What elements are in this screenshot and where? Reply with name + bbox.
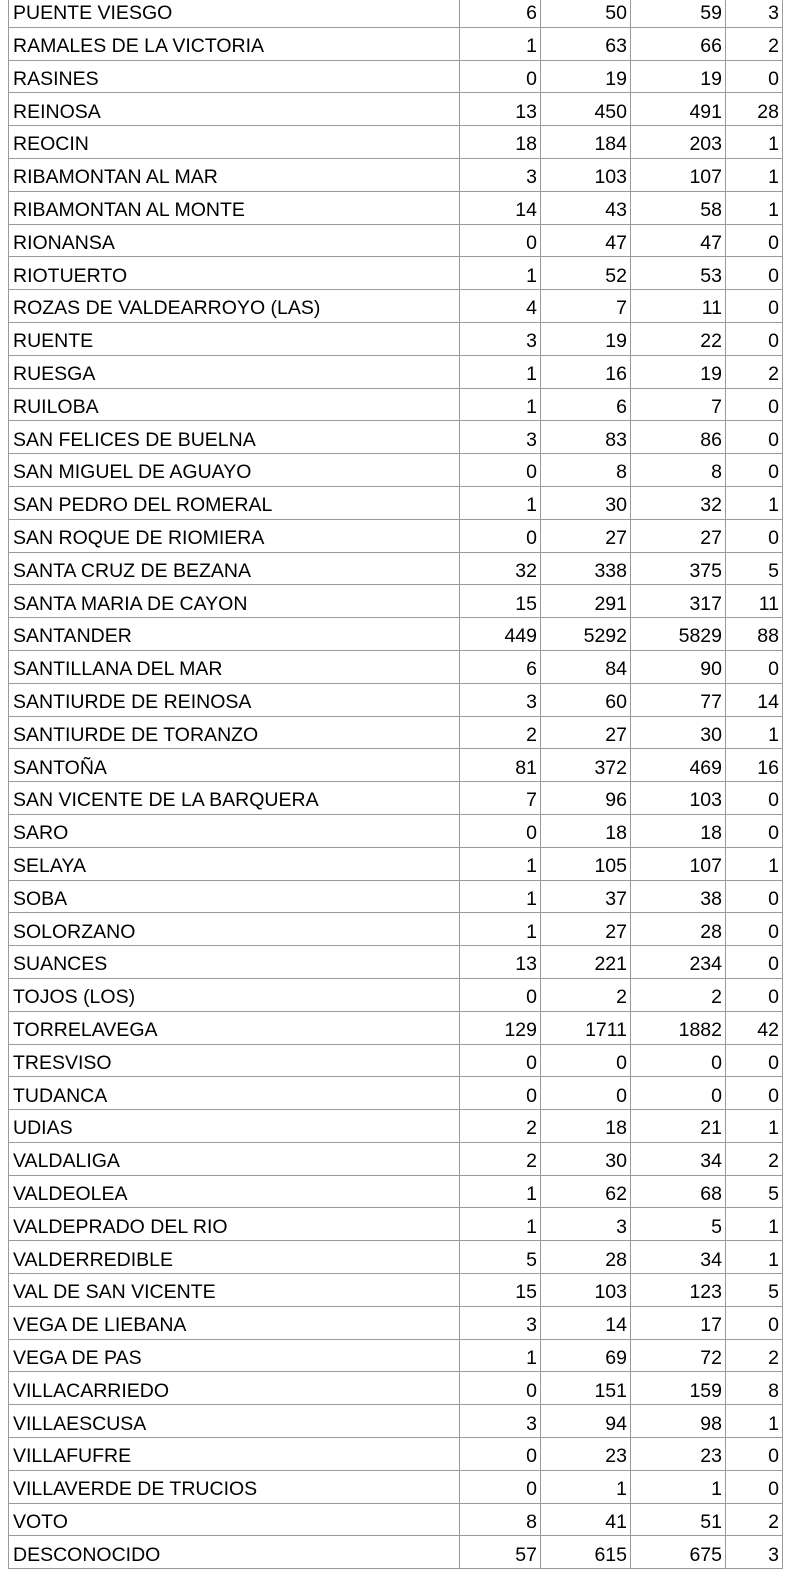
data-table <box>8 0 783 1569</box>
value-cell-col-2[interactable]: 2 <box>541 978 631 1011</box>
value-cell-col-3[interactable]: 375 <box>631 552 726 585</box>
value-cell-col-2[interactable]: 221 <box>541 946 631 979</box>
value-cell-col-2[interactable]: 103 <box>541 1274 631 1307</box>
value-cell-col-1[interactable]: 1 <box>460 1339 541 1372</box>
table-row <box>9 454 783 487</box>
municipality-name-cell[interactable]: RIBAMONTAN AL MONTE <box>9 191 460 224</box>
value-cell-col-4[interactable]: 0 <box>726 1044 783 1077</box>
value-cell-col-3[interactable]: 675 <box>631 1536 726 1569</box>
value-cell-col-3[interactable]: 68 <box>631 1175 726 1208</box>
value-cell-col-4[interactable]: 3 <box>726 0 783 27</box>
municipality-name-cell[interactable]: SANTILLANA DEL MAR <box>9 650 460 683</box>
value-cell-col-4[interactable]: 1 <box>726 716 783 749</box>
value-cell-col-4[interactable]: 1 <box>726 191 783 224</box>
value-cell-col-1[interactable]: 13 <box>460 946 541 979</box>
value-cell-col-2[interactable]: 94 <box>541 1405 631 1438</box>
value-cell-col-1[interactable]: 0 <box>460 978 541 1011</box>
table-row <box>9 946 783 979</box>
value-cell-col-3[interactable]: 11 <box>631 290 726 323</box>
value-cell-col-1[interactable]: 6 <box>460 650 541 683</box>
value-cell-col-3[interactable]: 28 <box>631 913 726 946</box>
value-cell-col-3[interactable]: 8 <box>631 454 726 487</box>
municipality-name-cell[interactable]: UDIAS <box>9 1110 460 1143</box>
value-cell-col-4[interactable]: 14 <box>726 683 783 716</box>
value-cell-col-3[interactable]: 19 <box>631 60 726 93</box>
value-cell-col-2[interactable]: 83 <box>541 421 631 454</box>
value-cell-col-1[interactable]: 7 <box>460 782 541 815</box>
value-cell-col-1[interactable]: 3 <box>460 683 541 716</box>
value-cell-col-1[interactable]: 1 <box>460 486 541 519</box>
value-cell-col-1[interactable]: 0 <box>460 1077 541 1110</box>
value-cell-col-2[interactable]: 50 <box>541 0 631 27</box>
value-cell-col-3[interactable]: 22 <box>631 322 726 355</box>
value-cell-col-1[interactable]: 3 <box>460 1405 541 1438</box>
value-cell-col-2[interactable]: 16 <box>541 355 631 388</box>
value-cell-col-1[interactable]: 0 <box>460 1470 541 1503</box>
value-cell-col-2[interactable]: 23 <box>541 1438 631 1471</box>
value-cell-col-4[interactable]: 0 <box>726 946 783 979</box>
municipality-name-cell[interactable]: TOJOS (LOS) <box>9 978 460 1011</box>
value-cell-col-4[interactable]: 0 <box>726 880 783 913</box>
municipality-name-cell[interactable]: VEGA DE LIEBANA <box>9 1306 460 1339</box>
value-cell-col-1[interactable]: 0 <box>460 519 541 552</box>
value-cell-col-3[interactable]: 491 <box>631 93 726 126</box>
value-cell-col-3[interactable]: 98 <box>631 1405 726 1438</box>
table-row <box>9 1110 783 1143</box>
value-cell-col-1[interactable]: 1 <box>460 1208 541 1241</box>
value-cell-col-1[interactable]: 2 <box>460 1142 541 1175</box>
value-cell-col-4[interactable]: 3 <box>726 1536 783 1569</box>
value-cell-col-3[interactable]: 90 <box>631 650 726 683</box>
value-cell-col-1[interactable]: 2 <box>460 716 541 749</box>
municipality-name-cell[interactable]: RASINES <box>9 60 460 93</box>
value-cell-col-2[interactable]: 8 <box>541 454 631 487</box>
value-cell-col-1[interactable]: 0 <box>460 60 541 93</box>
value-cell-col-2[interactable]: 7 <box>541 290 631 323</box>
value-cell-col-4[interactable]: 2 <box>726 27 783 60</box>
value-cell-col-2[interactable]: 47 <box>541 224 631 257</box>
table-row <box>9 1274 783 1307</box>
value-cell-col-4[interactable]: 5 <box>726 552 783 585</box>
municipality-name-cell[interactable]: VALDERREDIBLE <box>9 1241 460 1274</box>
table-row <box>9 749 783 782</box>
value-cell-col-1[interactable]: 13 <box>460 93 541 126</box>
value-cell-col-1[interactable]: 449 <box>460 618 541 651</box>
value-cell-col-3[interactable]: 1882 <box>631 1011 726 1044</box>
value-cell-col-2[interactable]: 1 <box>541 1470 631 1503</box>
value-cell-col-2[interactable]: 52 <box>541 257 631 290</box>
value-cell-col-4[interactable]: 42 <box>726 1011 783 1044</box>
value-cell-col-1[interactable]: 15 <box>460 585 541 618</box>
municipality-name-cell[interactable]: SANTIURDE DE REINOSA <box>9 683 460 716</box>
municipality-name-cell[interactable]: RAMALES DE LA VICTORIA <box>9 27 460 60</box>
value-cell-col-3[interactable]: 0 <box>631 1077 726 1110</box>
value-cell-col-1[interactable]: 129 <box>460 1011 541 1044</box>
value-cell-col-3[interactable]: 5 <box>631 1208 726 1241</box>
value-cell-col-2[interactable]: 19 <box>541 60 631 93</box>
municipality-name-cell[interactable]: VILLAESCUSA <box>9 1405 460 1438</box>
table-row <box>9 683 783 716</box>
value-cell-col-1[interactable]: 2 <box>460 1110 541 1143</box>
table-row <box>9 93 783 126</box>
value-cell-col-2[interactable]: 372 <box>541 749 631 782</box>
table-row <box>9 290 783 323</box>
value-cell-col-4[interactable]: 5 <box>726 1274 783 1307</box>
municipality-name-cell[interactable]: SANTOÑA <box>9 749 460 782</box>
value-cell-col-3[interactable]: 17 <box>631 1306 726 1339</box>
value-cell-col-4[interactable]: 0 <box>726 290 783 323</box>
table-row <box>9 322 783 355</box>
table-row <box>9 1306 783 1339</box>
value-cell-col-1[interactable]: 1 <box>460 27 541 60</box>
value-cell-col-2[interactable]: 151 <box>541 1372 631 1405</box>
value-cell-col-1[interactable]: 1 <box>460 847 541 880</box>
municipality-name-cell[interactable]: SANTIURDE DE TORANZO <box>9 716 460 749</box>
municipality-name-cell[interactable]: SUANCES <box>9 946 460 979</box>
municipality-name-cell[interactable]: ROZAS DE VALDEARROYO (LAS) <box>9 290 460 323</box>
value-cell-col-1[interactable]: 81 <box>460 749 541 782</box>
table-row <box>9 880 783 913</box>
municipality-name-cell[interactable]: RIONANSA <box>9 224 460 257</box>
value-cell-col-2[interactable]: 19 <box>541 322 631 355</box>
municipality-name-cell[interactable]: SAN ROQUE DE RIOMIERA <box>9 519 460 552</box>
value-cell-col-3[interactable]: 203 <box>631 126 726 159</box>
municipality-name-cell[interactable]: RUESGA <box>9 355 460 388</box>
value-cell-col-1[interactable]: 0 <box>460 1372 541 1405</box>
value-cell-col-1[interactable]: 0 <box>460 1438 541 1471</box>
table-row <box>9 978 783 1011</box>
municipality-name-cell[interactable]: SAN PEDRO DEL ROMERAL <box>9 486 460 519</box>
value-cell-col-3[interactable]: 27 <box>631 519 726 552</box>
value-cell-col-3[interactable]: 317 <box>631 585 726 618</box>
value-cell-col-1[interactable]: 3 <box>460 158 541 191</box>
value-cell-col-4[interactable]: 1 <box>726 1110 783 1143</box>
table-row <box>9 716 783 749</box>
table-row <box>9 519 783 552</box>
value-cell-col-3[interactable]: 53 <box>631 257 726 290</box>
value-cell-col-1[interactable]: 0 <box>460 454 541 487</box>
municipality-name-cell[interactable]: VAL DE SAN VICENTE <box>9 1274 460 1307</box>
value-cell-col-3[interactable]: 19 <box>631 355 726 388</box>
value-cell-col-2[interactable]: 18 <box>541 1110 631 1143</box>
value-cell-col-4[interactable]: 8 <box>726 1372 783 1405</box>
table-row <box>9 1175 783 1208</box>
municipality-name-cell[interactable]: VALDALIGA <box>9 1142 460 1175</box>
value-cell-col-3[interactable]: 23 <box>631 1438 726 1471</box>
table-row <box>9 191 783 224</box>
value-cell-col-4[interactable]: 0 <box>726 60 783 93</box>
table-row <box>9 421 783 454</box>
value-cell-col-1[interactable]: 57 <box>460 1536 541 1569</box>
value-cell-col-3[interactable]: 86 <box>631 421 726 454</box>
value-cell-col-3[interactable]: 1 <box>631 1470 726 1503</box>
table-row <box>9 1044 783 1077</box>
table-row <box>9 158 783 191</box>
value-cell-col-1[interactable]: 15 <box>460 1274 541 1307</box>
value-cell-col-3[interactable]: 21 <box>631 1110 726 1143</box>
value-cell-col-3[interactable]: 51 <box>631 1503 726 1536</box>
value-cell-col-3[interactable]: 5829 <box>631 618 726 651</box>
value-cell-col-3[interactable]: 34 <box>631 1241 726 1274</box>
value-cell-col-2[interactable]: 184 <box>541 126 631 159</box>
municipality-name-cell[interactable]: SAN VICENTE DE LA BARQUERA <box>9 782 460 815</box>
municipality-name-cell[interactable]: VILLACARRIEDO <box>9 1372 460 1405</box>
value-cell-col-3[interactable]: 2 <box>631 978 726 1011</box>
value-cell-col-2[interactable]: 41 <box>541 1503 631 1536</box>
value-cell-col-3[interactable]: 7 <box>631 388 726 421</box>
table-row <box>9 913 783 946</box>
value-cell-col-4[interactable]: 0 <box>726 978 783 1011</box>
value-cell-col-2[interactable]: 6 <box>541 388 631 421</box>
value-cell-col-4[interactable]: 5 <box>726 1175 783 1208</box>
value-cell-col-3[interactable]: 107 <box>631 158 726 191</box>
municipality-name-cell[interactable]: VILLAVERDE DE TRUCIOS <box>9 1470 460 1503</box>
value-cell-col-1[interactable]: 8 <box>460 1503 541 1536</box>
municipality-name-cell[interactable]: VALDEPRADO DEL RIO <box>9 1208 460 1241</box>
value-cell-col-1[interactable]: 0 <box>460 814 541 847</box>
value-cell-col-1[interactable]: 32 <box>460 552 541 585</box>
municipality-name-cell[interactable]: SANTA MARIA DE CAYON <box>9 585 460 618</box>
value-cell-col-4[interactable]: 0 <box>726 1470 783 1503</box>
value-cell-col-2[interactable]: 37 <box>541 880 631 913</box>
value-cell-col-4[interactable]: 28 <box>726 93 783 126</box>
table-row <box>9 1503 783 1536</box>
value-cell-col-2[interactable]: 0 <box>541 1044 631 1077</box>
value-cell-col-4[interactable]: 0 <box>726 1077 783 1110</box>
value-cell-col-4[interactable]: 1 <box>726 486 783 519</box>
table-row <box>9 224 783 257</box>
value-cell-col-4[interactable]: 0 <box>726 650 783 683</box>
table-row <box>9 782 783 815</box>
value-cell-col-3[interactable]: 77 <box>631 683 726 716</box>
value-cell-col-1[interactable]: 18 <box>460 126 541 159</box>
table-row <box>9 1339 783 1372</box>
table-row <box>9 1142 783 1175</box>
value-cell-col-3[interactable]: 66 <box>631 27 726 60</box>
value-cell-col-2[interactable]: 30 <box>541 486 631 519</box>
municipality-name-cell[interactable]: SAN MIGUEL DE AGUAYO <box>9 454 460 487</box>
table-row <box>9 27 783 60</box>
value-cell-col-2[interactable]: 27 <box>541 716 631 749</box>
value-cell-col-2[interactable]: 96 <box>541 782 631 815</box>
value-cell-col-2[interactable]: 5292 <box>541 618 631 651</box>
municipality-name-cell[interactable]: SAN FELICES DE BUELNA <box>9 421 460 454</box>
table-row <box>9 126 783 159</box>
value-cell-col-2[interactable]: 615 <box>541 1536 631 1569</box>
value-cell-col-2[interactable]: 63 <box>541 27 631 60</box>
value-cell-col-2[interactable]: 69 <box>541 1339 631 1372</box>
value-cell-col-1[interactable]: 6 <box>460 0 541 27</box>
table-row <box>9 1405 783 1438</box>
table-body <box>9 0 783 1569</box>
value-cell-col-4[interactable]: 0 <box>726 814 783 847</box>
table-row <box>9 486 783 519</box>
value-cell-col-3[interactable]: 234 <box>631 946 726 979</box>
municipality-name-cell[interactable]: SARO <box>9 814 460 847</box>
value-cell-col-4[interactable]: 1 <box>726 126 783 159</box>
table-row <box>9 60 783 93</box>
value-cell-col-2[interactable]: 103 <box>541 158 631 191</box>
table-row <box>9 618 783 651</box>
value-cell-col-3[interactable]: 58 <box>631 191 726 224</box>
value-cell-col-1[interactable]: 1 <box>460 913 541 946</box>
municipality-name-cell[interactable]: TRESVISO <box>9 1044 460 1077</box>
table-row <box>9 1372 783 1405</box>
value-cell-col-3[interactable]: 59 <box>631 0 726 27</box>
value-cell-col-3[interactable]: 159 <box>631 1372 726 1405</box>
value-cell-col-4[interactable]: 2 <box>726 1503 783 1536</box>
value-cell-col-1[interactable]: 0 <box>460 1044 541 1077</box>
value-cell-col-2[interactable]: 14 <box>541 1306 631 1339</box>
value-cell-col-2[interactable]: 27 <box>541 519 631 552</box>
table-row <box>9 585 783 618</box>
value-cell-col-4[interactable]: 0 <box>726 782 783 815</box>
value-cell-col-3[interactable]: 34 <box>631 1142 726 1175</box>
value-cell-col-4[interactable]: 0 <box>726 224 783 257</box>
value-cell-col-2[interactable]: 0 <box>541 1077 631 1110</box>
value-cell-col-4[interactable]: 2 <box>726 1339 783 1372</box>
value-cell-col-4[interactable]: 1 <box>726 1405 783 1438</box>
table-row <box>9 1438 783 1471</box>
value-cell-col-4[interactable]: 1 <box>726 847 783 880</box>
value-cell-col-4[interactable]: 11 <box>726 585 783 618</box>
value-cell-col-1[interactable]: 3 <box>460 421 541 454</box>
value-cell-col-4[interactable]: 0 <box>726 913 783 946</box>
municipality-name-cell[interactable]: VOTO <box>9 1503 460 1536</box>
municipality-name-cell[interactable]: SANTA CRUZ DE BEZANA <box>9 552 460 585</box>
value-cell-col-4[interactable]: 0 <box>726 322 783 355</box>
value-cell-col-2[interactable]: 62 <box>541 1175 631 1208</box>
municipality-name-cell[interactable]: SANTANDER <box>9 618 460 651</box>
table-row <box>9 1011 783 1044</box>
table-row <box>9 388 783 421</box>
value-cell-col-3[interactable]: 123 <box>631 1274 726 1307</box>
value-cell-col-2[interactable]: 105 <box>541 847 631 880</box>
value-cell-col-4[interactable]: 0 <box>726 421 783 454</box>
value-cell-col-2[interactable]: 28 <box>541 1241 631 1274</box>
value-cell-col-3[interactable]: 18 <box>631 814 726 847</box>
table-row <box>9 1241 783 1274</box>
municipality-name-cell[interactable]: RUILOBA <box>9 388 460 421</box>
value-cell-col-1[interactable]: 3 <box>460 1306 541 1339</box>
value-cell-col-2[interactable]: 450 <box>541 93 631 126</box>
value-cell-col-2[interactable]: 43 <box>541 191 631 224</box>
value-cell-col-2[interactable]: 1711 <box>541 1011 631 1044</box>
value-cell-col-3[interactable]: 107 <box>631 847 726 880</box>
value-cell-col-1[interactable]: 1 <box>460 1175 541 1208</box>
value-cell-col-4[interactable]: 0 <box>726 1306 783 1339</box>
municipality-name-cell[interactable]: VALDEOLEA <box>9 1175 460 1208</box>
municipality-name-cell[interactable]: VEGA DE PAS <box>9 1339 460 1372</box>
municipality-name-cell[interactable]: VILLAFUFRE <box>9 1438 460 1471</box>
table-row <box>9 355 783 388</box>
value-cell-col-4[interactable]: 0 <box>726 1438 783 1471</box>
value-cell-col-4[interactable]: 88 <box>726 618 783 651</box>
value-cell-col-1[interactable]: 1 <box>460 355 541 388</box>
table-row <box>9 1536 783 1569</box>
value-cell-col-4[interactable]: 1 <box>726 1241 783 1274</box>
municipality-name-cell[interactable]: SOLORZANO <box>9 913 460 946</box>
value-cell-col-2[interactable]: 84 <box>541 650 631 683</box>
municipality-name-cell[interactable]: RUENTE <box>9 322 460 355</box>
municipality-name-cell[interactable]: REINOSA <box>9 93 460 126</box>
value-cell-col-1[interactable]: 1 <box>460 257 541 290</box>
value-cell-col-4[interactable]: 2 <box>726 1142 783 1175</box>
municipality-name-cell[interactable]: RIOTUERTO <box>9 257 460 290</box>
value-cell-col-3[interactable]: 32 <box>631 486 726 519</box>
municipality-name-cell[interactable]: DESCONOCIDO <box>9 1536 460 1569</box>
value-cell-col-4[interactable]: 0 <box>726 454 783 487</box>
table-row <box>9 1208 783 1241</box>
value-cell-col-3[interactable]: 38 <box>631 880 726 913</box>
table-row <box>9 552 783 585</box>
table-row <box>9 1077 783 1110</box>
municipality-name-cell[interactable]: REOCIN <box>9 126 460 159</box>
value-cell-col-4[interactable]: 2 <box>726 355 783 388</box>
value-cell-col-2[interactable]: 18 <box>541 814 631 847</box>
table-row <box>9 1470 783 1503</box>
municipality-name-cell[interactable]: TORRELAVEGA <box>9 1011 460 1044</box>
table-row <box>9 0 783 27</box>
municipality-name-cell[interactable]: SOBA <box>9 880 460 913</box>
table-row <box>9 257 783 290</box>
value-cell-col-4[interactable]: 0 <box>726 519 783 552</box>
value-cell-col-1[interactable]: 0 <box>460 224 541 257</box>
municipality-name-cell[interactable]: RIBAMONTAN AL MAR <box>9 158 460 191</box>
value-cell-col-2[interactable]: 3 <box>541 1208 631 1241</box>
value-cell-col-1[interactable]: 14 <box>460 191 541 224</box>
value-cell-col-1[interactable]: 5 <box>460 1241 541 1274</box>
value-cell-col-4[interactable]: 1 <box>726 1208 783 1241</box>
value-cell-col-3[interactable]: 469 <box>631 749 726 782</box>
value-cell-col-4[interactable]: 0 <box>726 257 783 290</box>
value-cell-col-2[interactable]: 291 <box>541 585 631 618</box>
table-row <box>9 650 783 683</box>
value-cell-col-3[interactable]: 30 <box>631 716 726 749</box>
value-cell-col-3[interactable]: 0 <box>631 1044 726 1077</box>
value-cell-col-2[interactable]: 27 <box>541 913 631 946</box>
value-cell-col-1[interactable]: 3 <box>460 322 541 355</box>
value-cell-col-2[interactable]: 30 <box>541 1142 631 1175</box>
municipality-name-cell[interactable]: PUENTE VIESGO <box>9 0 460 27</box>
value-cell-col-1[interactable]: 1 <box>460 880 541 913</box>
municipality-name-cell[interactable]: TUDANCA <box>9 1077 460 1110</box>
value-cell-col-1[interactable]: 1 <box>460 388 541 421</box>
value-cell-col-3[interactable]: 103 <box>631 782 726 815</box>
value-cell-col-4[interactable]: 1 <box>726 158 783 191</box>
value-cell-col-4[interactable]: 0 <box>726 388 783 421</box>
value-cell-col-1[interactable]: 4 <box>460 290 541 323</box>
value-cell-col-3[interactable]: 47 <box>631 224 726 257</box>
value-cell-col-2[interactable]: 338 <box>541 552 631 585</box>
value-cell-col-4[interactable]: 16 <box>726 749 783 782</box>
municipality-name-cell[interactable]: SELAYA <box>9 847 460 880</box>
value-cell-col-2[interactable]: 60 <box>541 683 631 716</box>
table-row <box>9 814 783 847</box>
table-row <box>9 847 783 880</box>
value-cell-col-3[interactable]: 72 <box>631 1339 726 1372</box>
